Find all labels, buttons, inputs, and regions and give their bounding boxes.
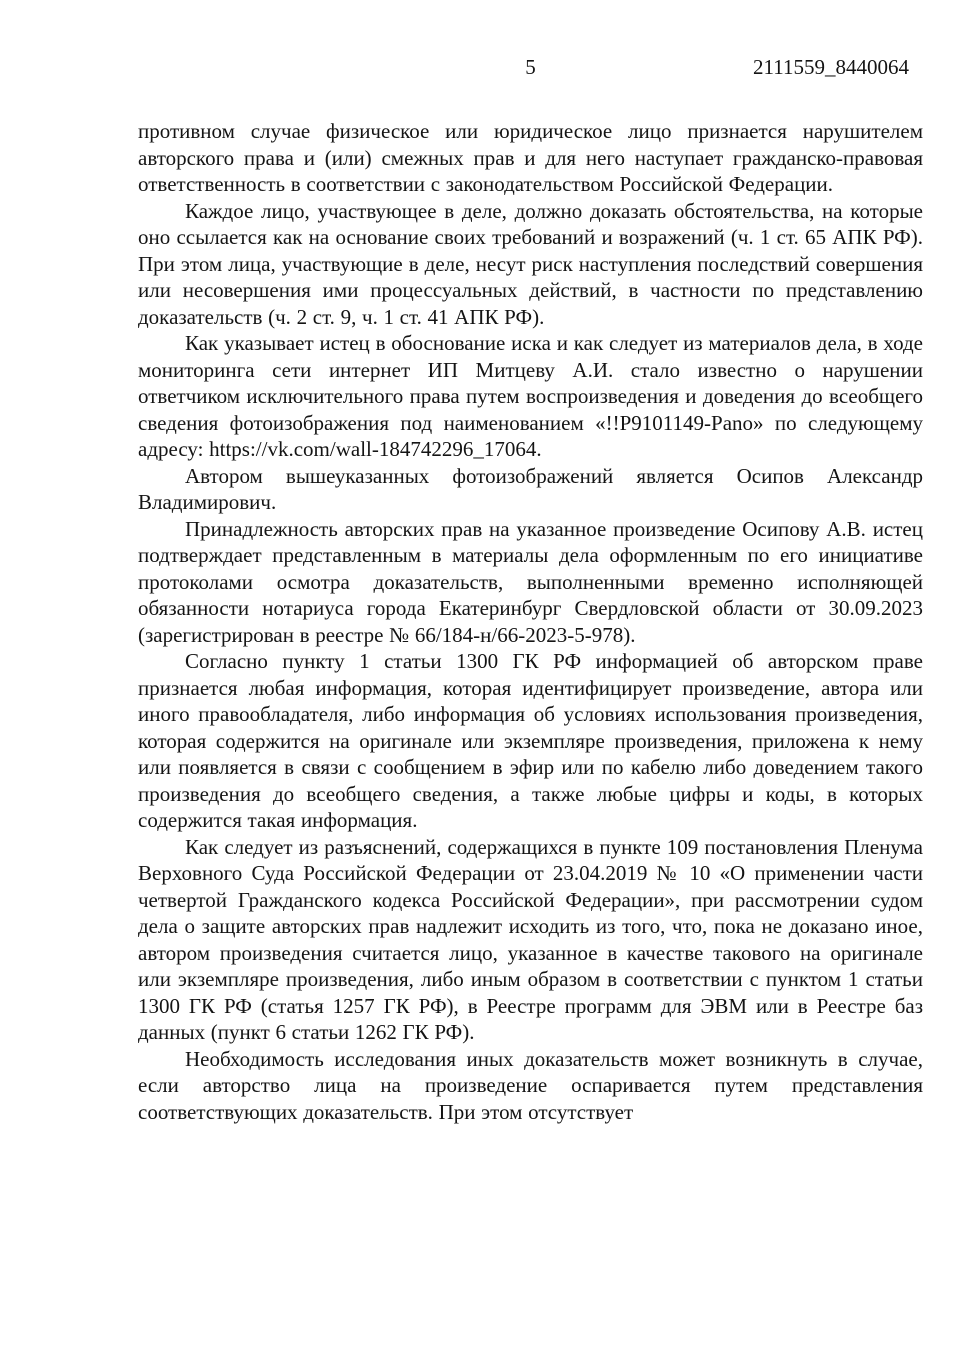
paragraph-continuation: противном случае физическое или юридическое лицо признается нарушителем авторского права и (или) смежных прав и для него наступает гражданско-правовая ответственность в соответствии с законодательством Российской Федерации. [138, 119, 923, 196]
page-header [138, 55, 923, 79]
document-body [138, 118, 923, 1125]
paragraph-other-evidence: Необходимость исследования иных доказательств может возникнуть в случае, если авторство лица на произведение оспаривается путем представления соответствующих доказательств. При этом отсутствует [138, 1046, 923, 1124]
paragraph-burden-of-proof: Каждое лицо, участвующее в деле, должно доказать обстоятельства, на которые оно ссылается как на основание своих требований и возражений (ч. 1 ст. 65 АПК РФ). При этом лица, участвующие в деле, несут риск наступления последствий совершения или несовершения ими процессуальных действий, в частности по представлению доказательств (ч. 2 ст. 9, ч. 1 ст. 41 АПК РФ). [138, 198, 923, 329]
document-id: 2111559_8440064 [753, 55, 909, 79]
page-number: 5 [525, 55, 536, 79]
document-page [138, 55, 923, 1125]
paragraph-author-name: Автором вышеуказанных фотоизображений является Осипов Александр Владимирович. [138, 463, 923, 514]
paragraph-authorship-proof: Принадлежность авторских прав на указанное произведение Осипову А.В. истец подтверждает представленным в материалы дела оформленным по его инициативе протоколами осмотра доказательств, выполненными временно исполняющей обязанности нотариуса города Екатеринбург Свердловской области от 30.09.2023 (зарегистрирован в реестре № 66/184-н/66-2023-5-978). [138, 516, 923, 647]
paragraph-article-1300: Согласно пункту 1 статьи 1300 ГК РФ информацией об авторском праве признается любая информация, которая идентифицирует произведение, автора или иного правообладателя, либо информация об условиях использования произведения, которая содержится на оригинале или экземпляре произведения, приложена к нему или появляется в связи с сообщением в эфир или по кабелю либо доведением такого произведения до всеобщего сведения, а также любые цифры и коды, в которых содержится такая информация. [138, 649, 923, 832]
paragraph-plenum-ruling: Как следует из разъяснений, содержащихся в пункте 109 постановления Пленума Верховного Суда Российской Федерации от 23.04.2019 № 10 «О применении части четвертой Гражданского кодекса Российской Федерации», при рассмотрении судом дела о защите авторских прав надлежит исходить из того, что, пока не доказано иное, автором произведения считается лицо, указанное в качестве такового на оригинале или экземпляре произведения, либо иным образом в соответствии с пунктом 1 статьи 1300 ГК РФ (статья 1257 ГК РФ), в Реестре программ для ЭВМ или в Реестре баз данных (пункт 6 статьи 1262 ГК РФ). [138, 834, 923, 1044]
paragraph-claim-basis: Как указывает истец в обоснование иска и как следует из материалов дела, в ходе мониторинга сети интернет ИП Митцеву А.И. стало известно о нарушении ответчиком исключительного права путем воспроизведения и доведения до всеобщего сведения фотоизображения под наименованием «!!P9101149-Pano» по следующему адресу: https://vk.com/wall-184742296_17064. [138, 331, 923, 461]
